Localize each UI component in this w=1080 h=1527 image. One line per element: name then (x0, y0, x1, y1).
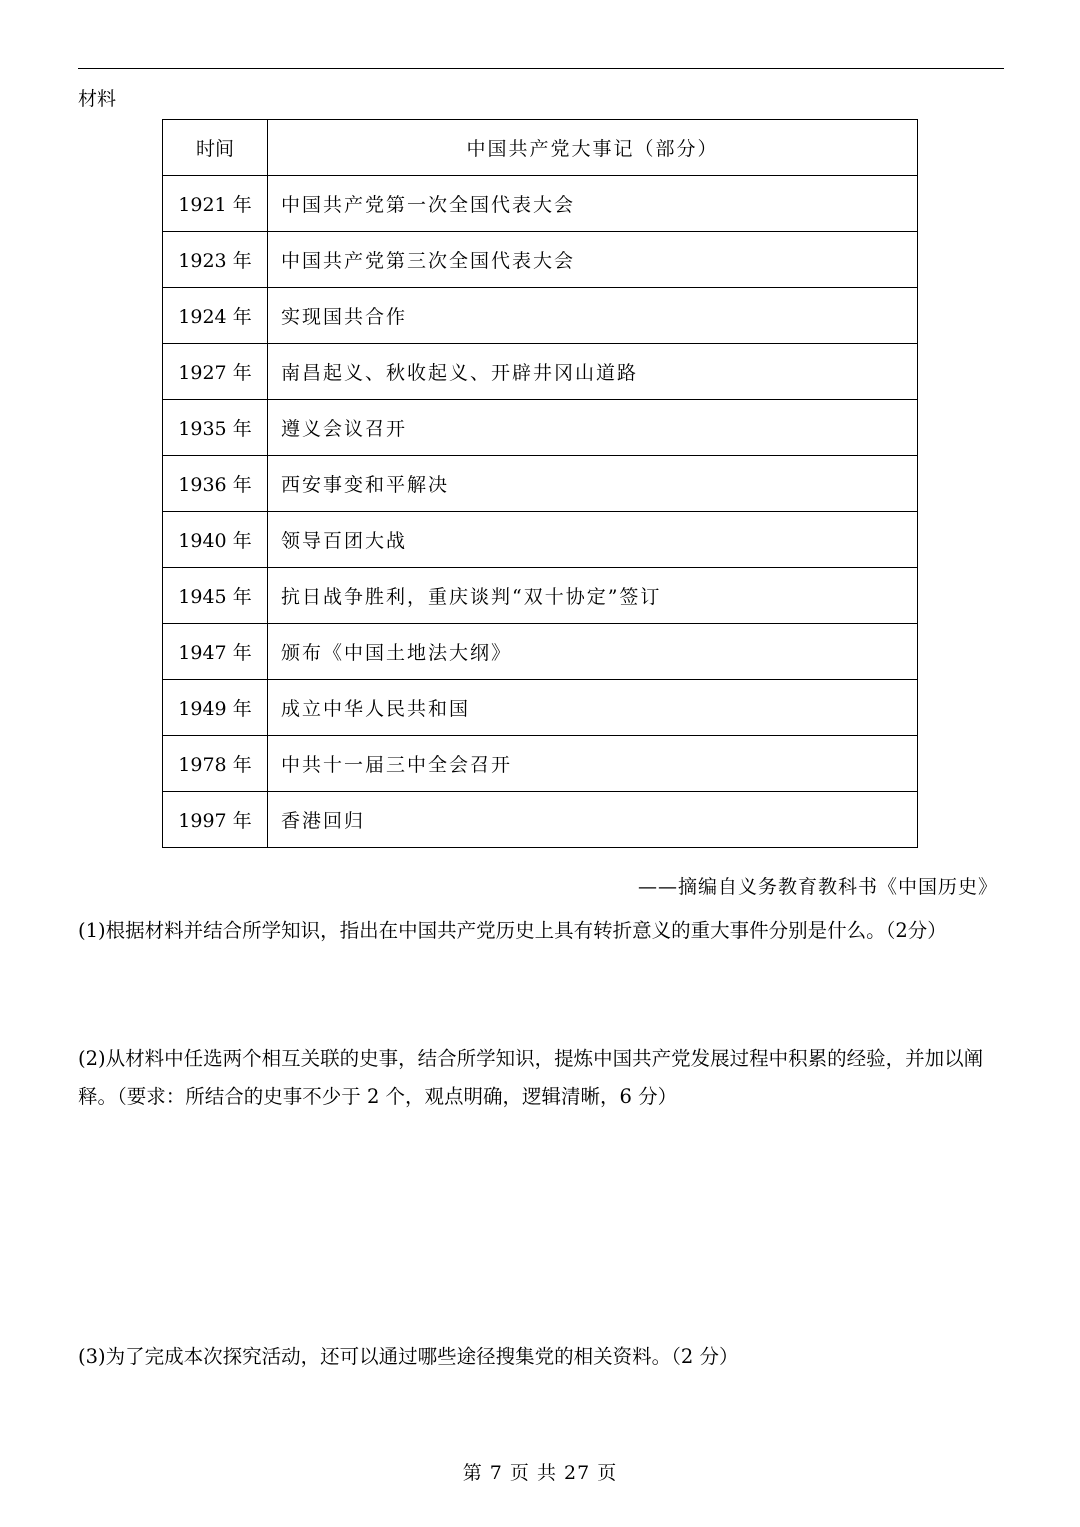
row-event: 成立中华人民共和国 (268, 680, 918, 736)
row-event: 西安事变和平解决 (268, 456, 918, 512)
row-year: 1940 年 (163, 512, 268, 568)
events-table (162, 119, 918, 848)
header-time: 时间 (163, 120, 268, 176)
row-year: 1924 年 (163, 288, 268, 344)
row-event: 中国共产党第一次全国代表大会 (268, 176, 918, 232)
table-row (163, 288, 918, 344)
table-row (163, 680, 918, 736)
table-row (163, 568, 918, 624)
material-label: 材料 (78, 88, 117, 110)
question-1: (1)根据材料并结合所学知识，指出在中国共产党历史上具有转折意义的重大事件分别是什么。（2分） (78, 919, 947, 942)
table-row (163, 736, 918, 792)
row-event: 抗日战争胜利，重庆谈判“双十协定”签订 (268, 568, 918, 624)
row-year: 1997 年 (163, 792, 268, 848)
row-event: 实现国共合作 (268, 288, 918, 344)
table-row (163, 344, 918, 400)
row-year: 1921 年 (163, 176, 268, 232)
header-events: 中国共产党大事记（部分） (268, 120, 918, 176)
row-year: 1945 年 (163, 568, 268, 624)
table-header-row (163, 120, 918, 176)
question-3: (3)为了完成本次探究活动，还可以通过哪些途径搜集党的相关资料。（2 分） (78, 1345, 739, 1368)
row-year: 1978 年 (163, 736, 268, 792)
table-row (163, 624, 918, 680)
source-citation: ——摘编自义务教育教科书《中国历史》 (637, 876, 998, 898)
row-event: 领导百团大战 (268, 512, 918, 568)
row-event: 香港回归 (268, 792, 918, 848)
table-row (163, 512, 918, 568)
row-event: 遵义会议召开 (268, 400, 918, 456)
row-year: 1936 年 (163, 456, 268, 512)
row-event: 中国共产党第三次全国代表大会 (268, 232, 918, 288)
row-year: 1949 年 (163, 680, 268, 736)
table-row (163, 400, 918, 456)
header-rule (78, 68, 1004, 69)
row-year: 1927 年 (163, 344, 268, 400)
question-2: (2)从材料中任选两个相互关联的史事，结合所学知识，提炼中国共产党发展过程中积累的经验，并加以阐释。（要求：所结合的史事不少于 2 个，观点明确，逻辑清晰，6 分） (78, 1047, 984, 1108)
table-row (163, 792, 918, 848)
row-event: 颁布《中国土地法大纲》 (268, 624, 918, 680)
table-row (163, 456, 918, 512)
table-row (163, 176, 918, 232)
row-year: 1947 年 (163, 624, 268, 680)
row-event: 南昌起义、秋收起义、开辟井冈山道路 (268, 344, 918, 400)
page-footer: 第 7 页 共 27 页 (462, 1462, 618, 1484)
row-event: 中共十一届三中全会召开 (268, 736, 918, 792)
row-year: 1935 年 (163, 400, 268, 456)
row-year: 1923 年 (163, 232, 268, 288)
table-row (163, 232, 918, 288)
